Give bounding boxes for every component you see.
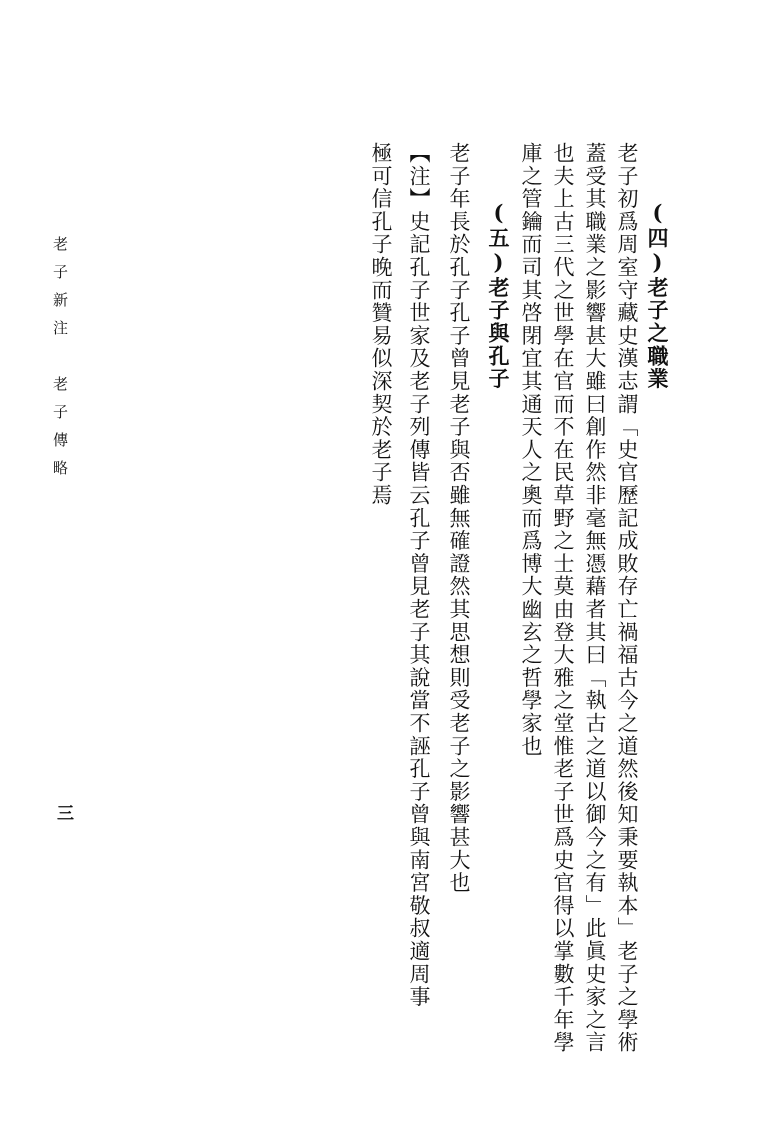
note-column-2: 極可信孔子晚而贊易似深契於老子焉 [369, 142, 393, 507]
note-column-1: 【注】史記孔子世家及老子列傳皆云孔子曾見老子其說當不誣孔子曾與南宮敬叔適周事 [407, 142, 431, 1009]
page-number: 三 [53, 804, 73, 821]
section-heading-5: (五)老子與孔子 [486, 200, 511, 391]
running-head: 老子新注 老子傳略 [51, 236, 69, 488]
body-column-5: 老子年長於孔子孔子曾見老子與否雖無確證然其思想則受老子之影響甚大也 [447, 142, 471, 895]
body-column-2: 蓋受其職業之影響甚大雖曰創作然非毫無憑藉者其曰「執古之道以御今之有」此眞史家之言 [583, 142, 607, 1054]
body-column-1: 老子初爲周室守藏史漢志謂「史官歷記成敗存亡禍福古今之道然後知秉要執本」老子之學術 [615, 142, 639, 1054]
section-heading-4: (四)老子之職業 [645, 200, 670, 391]
body-column-4: 庫之管鑰而司其啓閉宜其通天人之奧而爲博大幽玄之哲學家也 [519, 142, 543, 758]
body-column-3: 也夫上古三代之世學在官而不在民草野之士莫由登大雅之堂惟老子世爲史官得以掌數千年學 [551, 142, 575, 1054]
